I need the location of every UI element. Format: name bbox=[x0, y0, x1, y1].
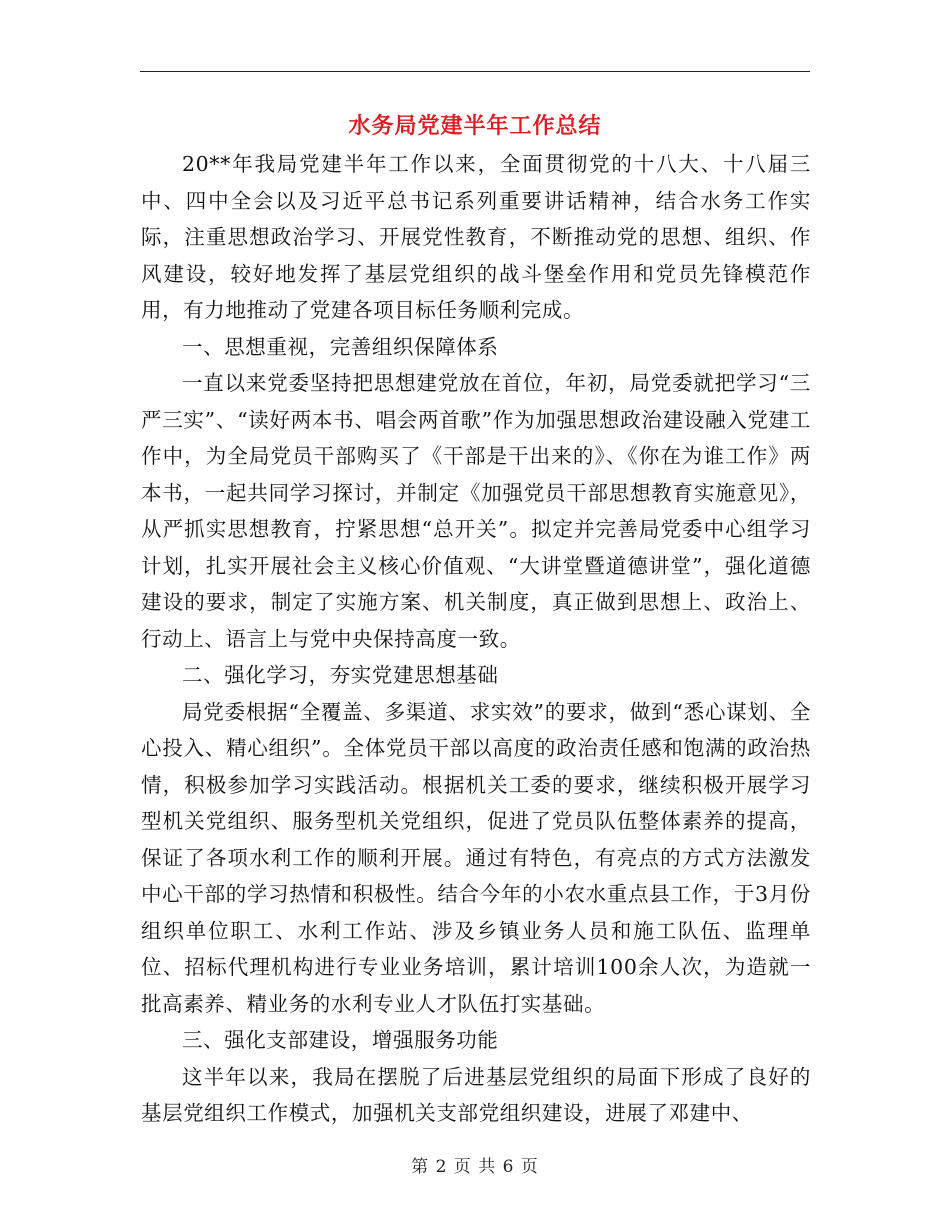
page-number-footer: 第 2 页 共 6 页 bbox=[411, 1157, 539, 1177]
section-heading-2: 二、强化学习，夯实党建思想基础 bbox=[182, 663, 499, 687]
section-3-paragraph: 这半年以来，我局在摆脱了后进基层党组织的局面下形成了良好的基层党组织工作模式，加强机关支部党组织建设，进展了邓建中、 bbox=[141, 1064, 811, 1125]
document-body bbox=[141, 146, 811, 1132]
section-heading-1: 一、思想重视，完善组织保障体系 bbox=[182, 334, 499, 359]
intro-paragraph: 20**年我局党建半年工作以来，全面贯彻党的十八大、十八届三中、四中全会以及习近平总书记系列重要讲话精神，结合水务工作实际，注重思想政治学习、开展党性教育，不断推动党的思想、组织、作风建设，较好地发挥了基层党组织的战斗堡垒作用和党员先锋模范作用，有力地推动了党建各项目标任务顺利完成。 bbox=[141, 152, 811, 322]
section-1-paragraph: 一直以来党委坚持把思想建党放在首位，年初，局党委就把学习“三严三实”、“读好两本书、唱会两首歌”作为加强思想政治建设融入党建工作中，为全局党员干部购买了《干部是干出来的》、《你在为谁工作》两本书，一起共同学习探讨，并制定《加强党员干部思想教育实施意见》，从严抓实思想教育，拧紧思想“总开关”。拟定并完善局党委中心组学习计划，扎实开展社会主义核心价值观、“大讲堂暨道德讲堂”，强化道德建设的要求，制定了实施方案、机关制度，真正做到思想上、政治上、行动上、语言上与党中央保持高度一致。 bbox=[141, 371, 811, 651]
section-heading-3: 三、强化支部建设，增强服务功能 bbox=[182, 1028, 499, 1052]
header-rule bbox=[140, 71, 810, 72]
document-title: 水务局党建半年工作总结 bbox=[348, 113, 602, 139]
section-2-paragraph: 局党委根据“全覆盖、多渠道、求实效”的要求，做到“悉心谋划、全心投入、精心组织”。全体党员干部以高度的政治责任感和饱满的政治热情，积极参加学习实践活动。根据机关工委的要求，继续积极开展学习型机关党组织、服务型机关党组织，促进了党员队伍整体素养的提高，保证了各项水利工作的顺利开展。通过有特色，有亮点的方式方法激发中心干部的学习热情和积极性。结合今年的小农水重点县工作，于3月份组织单位职工、水利工作站、涉及乡镇业务人员和施工队伍、监理单位、招标代理机构进行专业业务培训，累计培训100余人次，为造就一批高素养、精业务的水利专业人才队伍打实基础。 bbox=[141, 699, 811, 1016]
